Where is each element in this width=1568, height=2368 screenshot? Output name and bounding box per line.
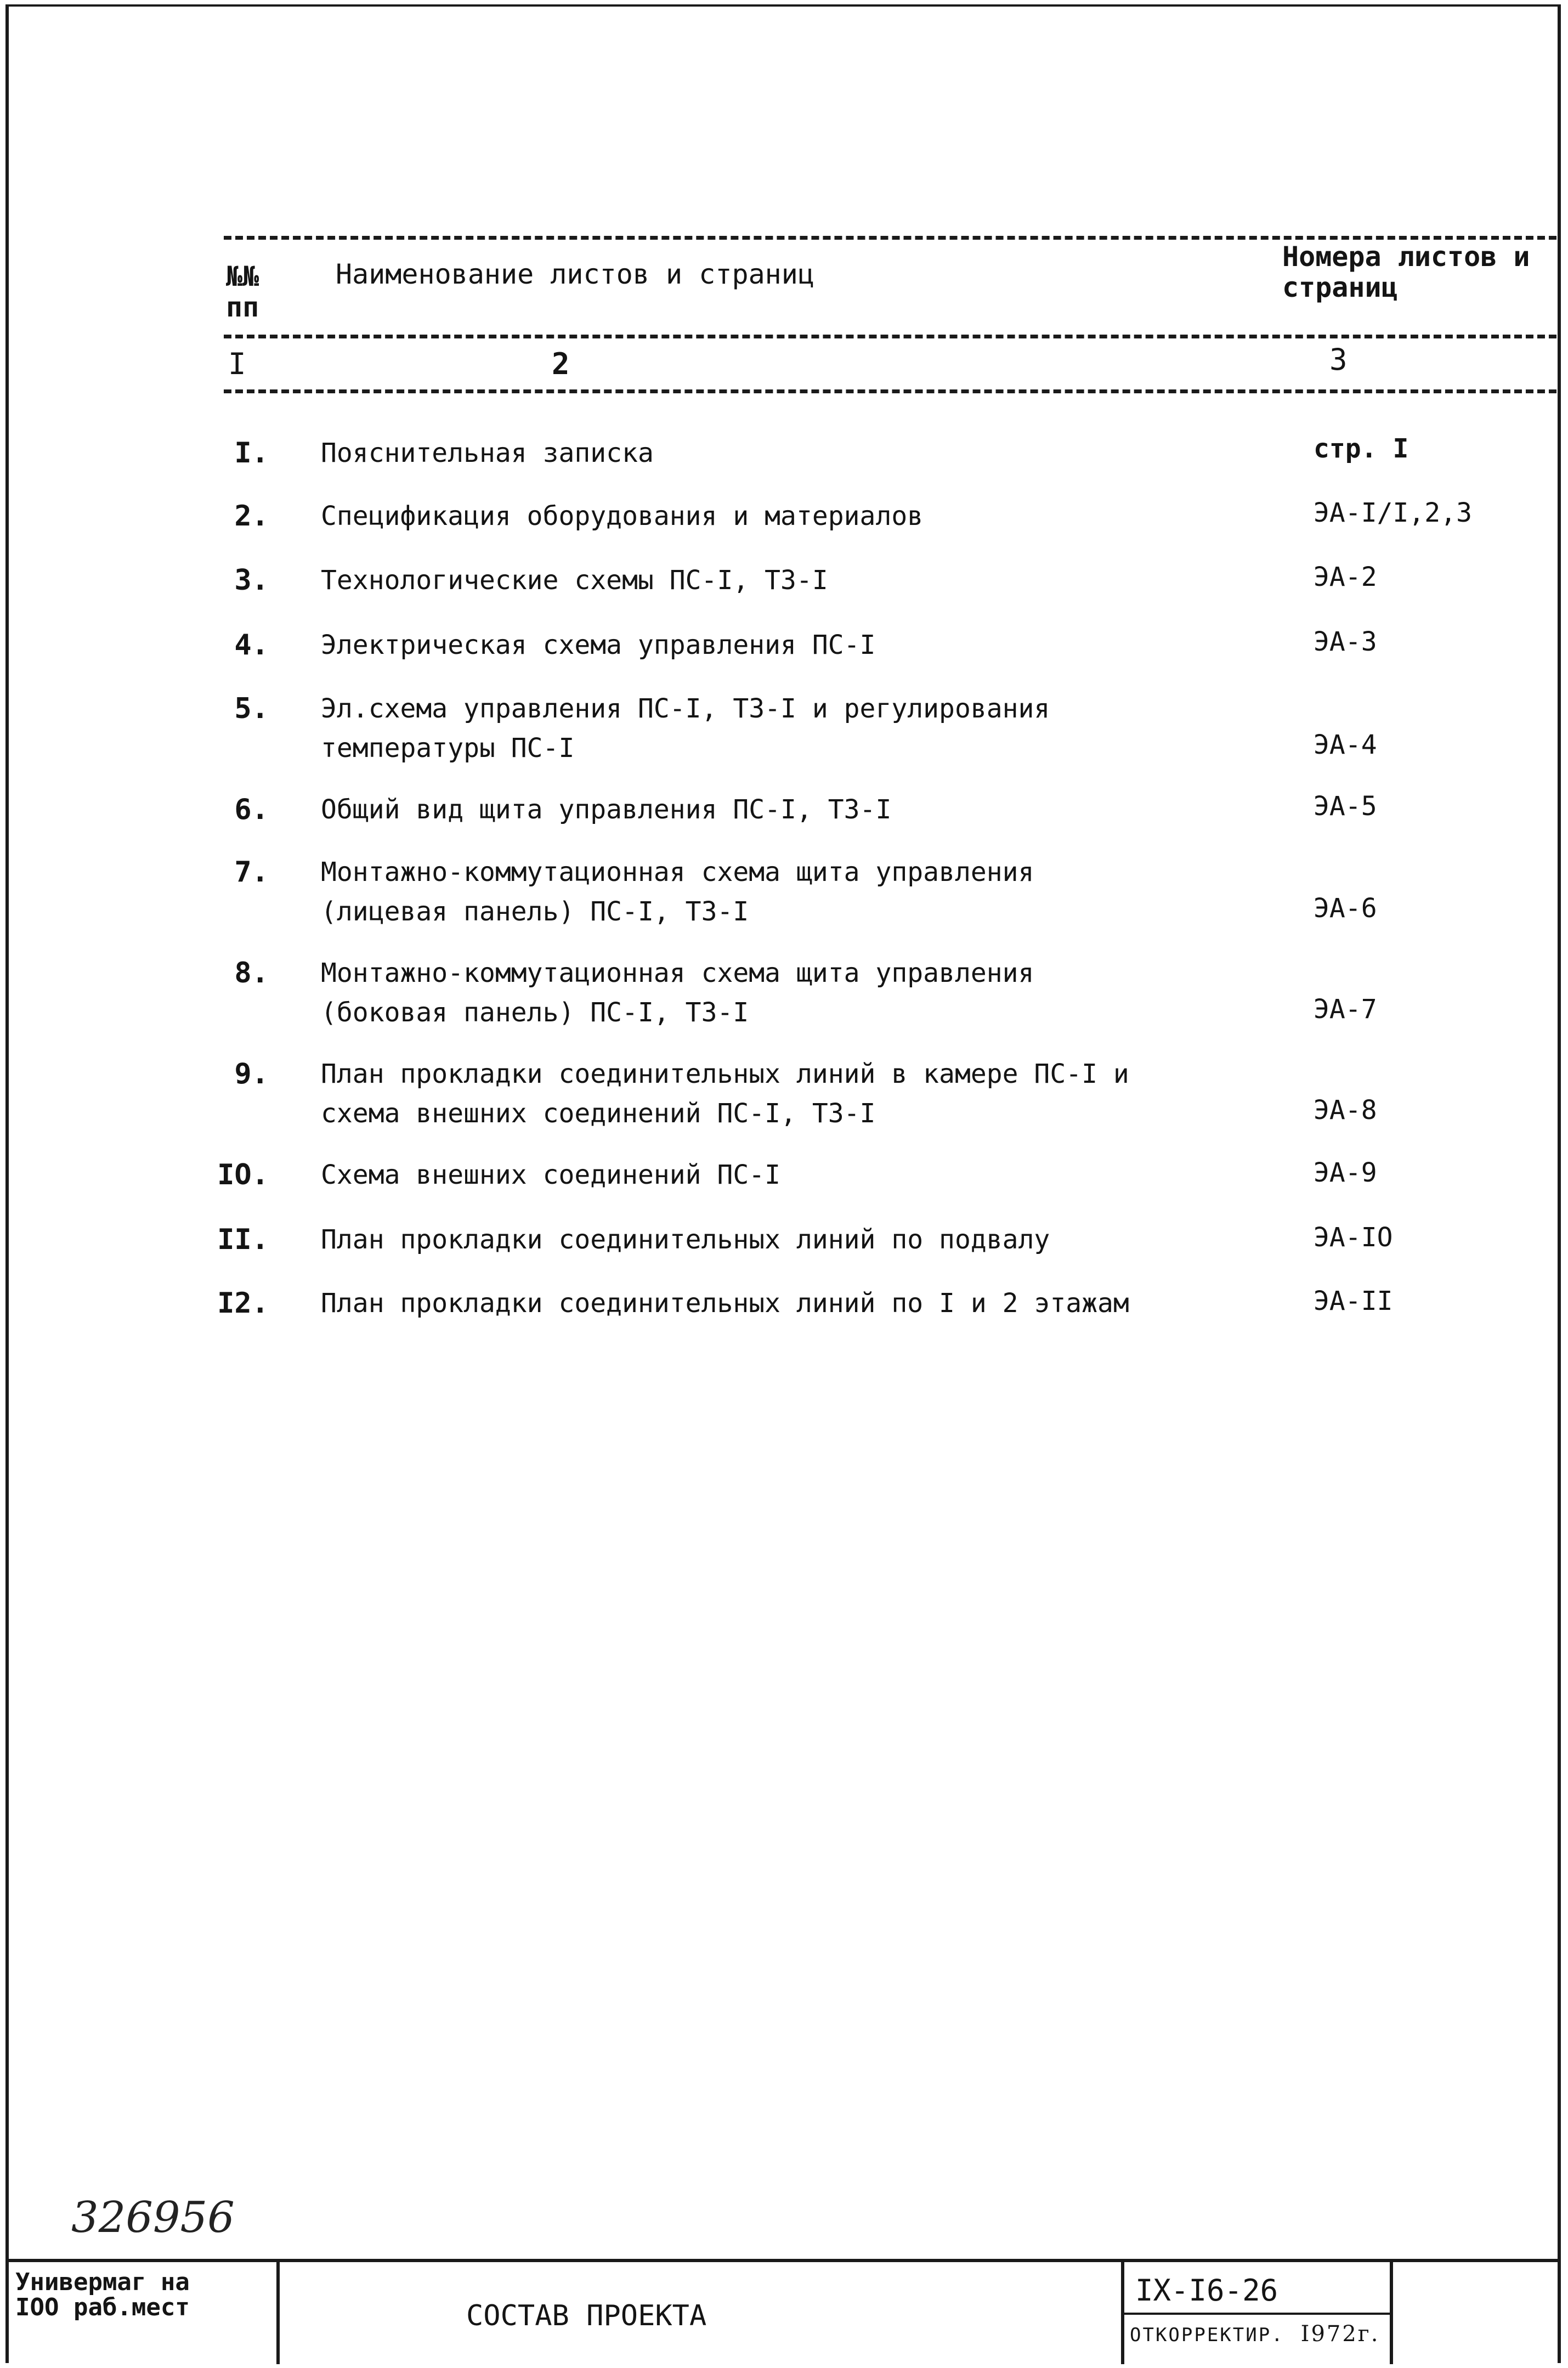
row-title	[321, 1054, 1297, 1133]
row-number: 8.	[234, 957, 269, 990]
row-title	[321, 689, 1297, 768]
row-number: 2.	[234, 500, 269, 533]
row-sheet: ЭА-3	[1314, 626, 1377, 657]
title-block-title-cell	[280, 2262, 1124, 2364]
row-number: I.	[234, 437, 269, 470]
document-title: СОСТАВ ПРОЕКТА	[466, 2299, 707, 2332]
handwritten-archive-number: 326956	[71, 2193, 235, 2242]
row-number: 5.	[234, 692, 269, 725]
row-title-line1: План прокладки соединительных линий по I и 2 этажам	[321, 1288, 1129, 1319]
row-sheet: ЭА-8	[1314, 1095, 1377, 1126]
row-number: I2.	[217, 1287, 269, 1320]
header-mid-rule	[224, 335, 1556, 338]
row-title-line1: Монтажно-коммутационная схема щита управления	[321, 857, 1034, 888]
row-sheet: ЭА-9	[1314, 1157, 1377, 1188]
header-col1-line1: №№	[226, 261, 259, 292]
row-title-line1: Пояснительная записка	[321, 438, 654, 468]
correction-year: I972г.	[1300, 2321, 1380, 2347]
row-title	[321, 496, 1297, 536]
object-name-line1: Универмаг на	[15, 2268, 190, 2296]
row-title-line2: схема внешних соединений ПС-I, ТЗ-I	[321, 1098, 876, 1129]
row-title	[321, 852, 1297, 931]
row-title	[321, 1220, 1297, 1259]
row-title-line1: Эл.схема управления ПС-I, ТЗ-I и регулирования	[321, 693, 1050, 724]
row-number: 4.	[234, 629, 269, 662]
code-divider	[1124, 2313, 1390, 2315]
row-title-line1: Схема внешних соединений ПС-I	[321, 1160, 781, 1190]
column-number-2: 2	[552, 347, 570, 381]
title-block-object-cell	[5, 2262, 280, 2364]
row-title-line1: План прокладки соединительных линий по подвалу	[321, 1224, 1050, 1255]
row-title-line1: Технологические схемы ПС-I, ТЗ-I	[321, 565, 828, 596]
row-title-line1: Спецификация оборудования и материалов	[321, 501, 924, 532]
row-number: 3.	[234, 564, 269, 597]
row-title-line1: Монтажно-коммутационная схема щита управления	[321, 958, 1034, 988]
header-col3-line2: страниц	[1282, 272, 1398, 303]
row-sheet: ЭА-4	[1314, 730, 1377, 760]
row-title-line2: (боковая панель) ПС-I, ТЗ-I	[321, 997, 749, 1028]
header-col3-line1: Номера листов и	[1282, 241, 1530, 273]
title-block	[5, 2259, 1561, 2364]
object-name-line2: IOO раб.мест	[15, 2293, 190, 2321]
header-col1-line2: пп	[226, 291, 259, 323]
column-number-1: I	[228, 347, 246, 381]
title-block-code-cell	[1124, 2262, 1393, 2364]
header-col3-label	[1282, 241, 1530, 303]
row-sheet: ЭА-5	[1314, 791, 1377, 822]
title-block-sheet-cell	[1393, 2262, 1558, 2364]
row-title-line1: План прокладки соединительных линий в камере ПС-I и	[321, 1059, 1129, 1089]
row-title	[321, 625, 1297, 665]
header-col2-label: Наименование листов и страниц	[336, 258, 814, 290]
row-title-line2: температуры ПС-I	[321, 733, 575, 764]
row-number: 7.	[234, 856, 269, 889]
header-col1-label	[226, 261, 259, 323]
correction-stamp	[1130, 2320, 1379, 2349]
row-title	[321, 1155, 1297, 1195]
row-sheet: ЭА-2	[1314, 562, 1377, 592]
row-sheet: ЭА-II	[1314, 1286, 1393, 1316]
header-top-rule	[224, 236, 1556, 240]
header-bottom-rule	[224, 389, 1556, 393]
row-title	[321, 953, 1297, 1032]
column-number-3: 3	[1329, 342, 1348, 377]
row-title-line1: Электрическая схема управления ПС-I	[321, 630, 876, 660]
row-number: II.	[217, 1223, 269, 1256]
row-sheet: ЭА-I/I,2,3	[1314, 498, 1472, 528]
row-number: 6.	[234, 793, 269, 826]
row-title	[321, 561, 1297, 600]
project-code: IX-I6-26	[1135, 2273, 1278, 2308]
row-sheet: ЭА-IO	[1314, 1222, 1393, 1253]
row-title	[321, 1284, 1297, 1323]
row-sheet: стр. I	[1314, 433, 1409, 464]
row-title	[321, 433, 1297, 473]
row-title-line2: (лицевая панель) ПС-I, ТЗ-I	[321, 896, 749, 927]
row-title	[321, 790, 1297, 829]
row-number: 9.	[234, 1058, 269, 1090]
row-sheet: ЭА-7	[1314, 994, 1377, 1025]
row-number: IO.	[217, 1158, 269, 1191]
correction-label: ОТКОРРЕКТИР.	[1130, 2324, 1284, 2346]
row-sheet: ЭА-6	[1314, 893, 1377, 924]
row-title-line1: Общий вид щита управления ПС-I, ТЗ-I	[321, 794, 892, 825]
